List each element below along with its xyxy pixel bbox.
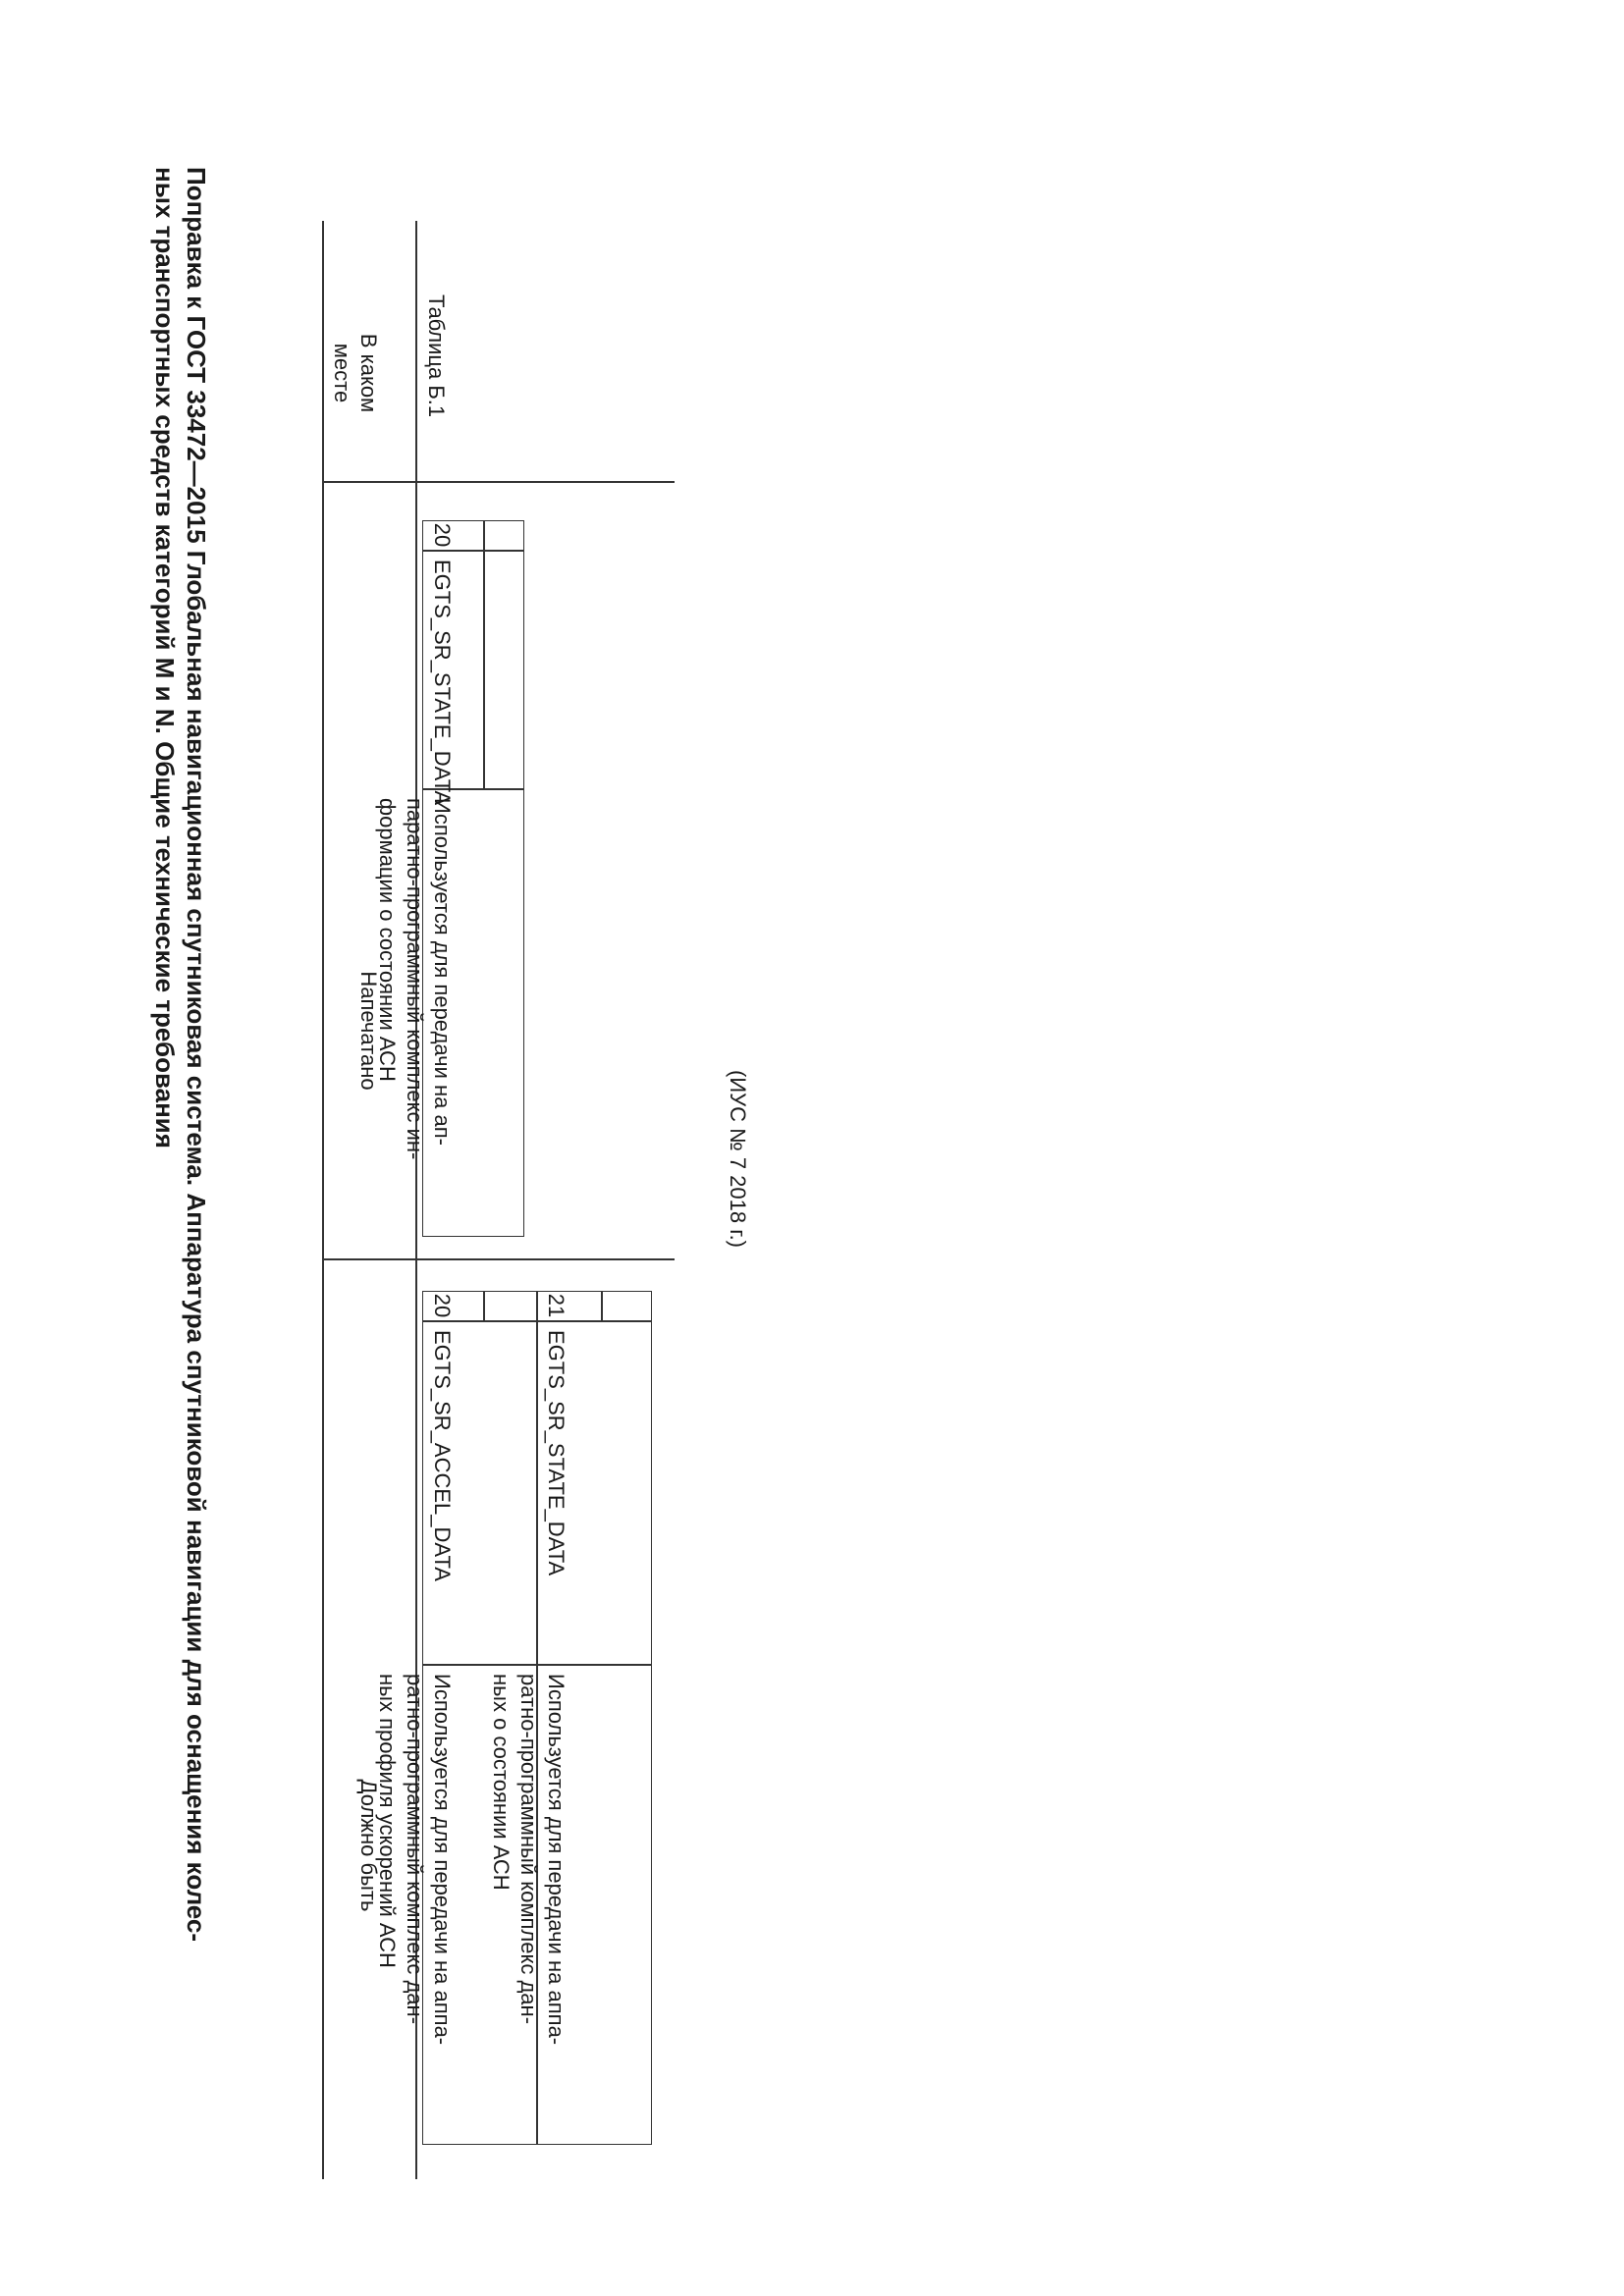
should-row-2-desc (487, 1674, 569, 2140)
title-line-2: ных транспортных средств категорий M и N. Общие технические требования (150, 167, 180, 1148)
should-row-1-num: 20 (430, 1293, 455, 1318)
title-line-1: Поправка к ГОСТ 33472—2015 Глобальная навигационная спутниковая система. Аппаратура спутниковой навигации для оснащения колес- (182, 167, 211, 1942)
table-top-rule (322, 221, 324, 2179)
printed-desc-line-3: формации о состоянии АСН (375, 798, 400, 1082)
should-row-1-code: EGTS_SR_ACCEL_DATA (430, 1330, 455, 1581)
should-row-2-desc-line-1: Используется для передачи на аппа- (544, 1674, 568, 2046)
column-rule-1 (323, 481, 675, 483)
should-row-1-desc-line-1: Используется для передачи на аппа- (430, 1674, 455, 2046)
printed-row-rule (483, 520, 485, 788)
should-row-2-num: 21 (544, 1293, 568, 1318)
header-printed: Напечатано (356, 971, 381, 1091)
should-row-2-desc-line-2: ратно-программный комплекс дан- (516, 1674, 541, 2025)
should-row-2-desc-line-3: ных о состоянии АСН (489, 1674, 514, 1891)
should-num-rule-2 (601, 1291, 603, 1320)
header-where-line-1: В каком (356, 333, 381, 413)
column-rule-2 (323, 1258, 675, 1260)
header-where (329, 294, 382, 452)
should-row-2-code: EGTS_SR_STATE_DATA (544, 1330, 568, 1576)
should-row-1-desc-line-3: ных профиля ускорений АСН (375, 1674, 400, 1968)
header-should-be: Должно быть (356, 1779, 381, 1912)
printed-row-code: EGTS_SR_STATE_DATA (430, 560, 455, 806)
printed-col-rule-1 (422, 550, 524, 552)
should-row-1-desc (373, 1674, 456, 2140)
location-cell: Таблица Б.1 (424, 294, 449, 418)
document-title (149, 167, 212, 2130)
printed-desc-line-1: Используется для передачи на ап- (430, 798, 455, 1146)
footer-note: (ИУС № 7 2018 г.) (726, 1070, 750, 1249)
printed-row-desc (373, 798, 456, 1230)
should-num-rule-1 (483, 1291, 485, 1320)
should-row-1-desc-line-2: ратно-программный комплекс дан- (403, 1674, 427, 2025)
printed-desc-line-2: паратно-программный комплекс ин- (403, 798, 427, 1160)
header-where-line-2: месте (330, 343, 354, 403)
printed-row-num: 20 (430, 522, 455, 548)
